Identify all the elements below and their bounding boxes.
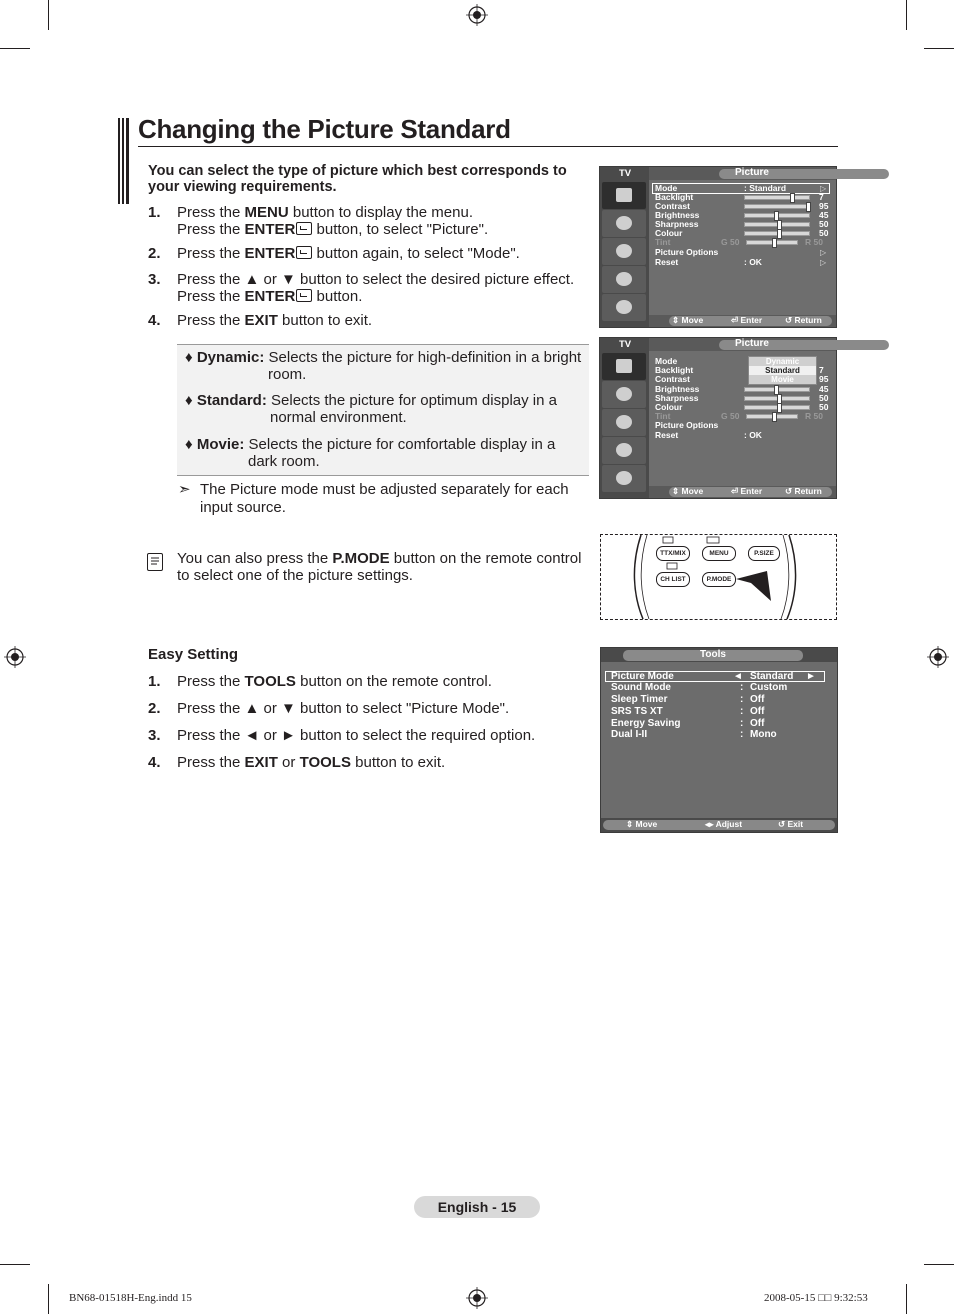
tools-header: Tools [700, 649, 726, 660]
dropdown-option-standard[interactable]: Standard [749, 366, 816, 375]
tools-item-srs-ts-xt[interactable]: SRS TS XT [611, 706, 663, 717]
footer-adjust: ◂▸ Adjust [705, 819, 743, 829]
note-arrow-icon: ➣ [178, 481, 191, 498]
channel-menu-icon[interactable] [602, 409, 646, 436]
mode-dynamic: ♦ Dynamic: Selects the picture for high-definition in a bright room. [185, 349, 582, 383]
title-decoration [118, 118, 132, 204]
enter-icon [296, 246, 312, 259]
colour-slider[interactable] [744, 231, 810, 236]
tools-menu-screen: Tools Picture Mode ◄ Standard ► Sound Mode : Custom Sleep Timer : Off SRS TS XT : Off Energy Saving : Off Dual I-II : Mono ⇕ Move ◂▸ Adjust ↺ Exit [600, 647, 838, 833]
footer-enter: ⏎ Enter [731, 486, 763, 496]
menu-item-reset[interactable]: Reset [655, 430, 679, 440]
menu-item-sharpness[interactable]: Sharpness [655, 393, 699, 403]
picture-mode-dropdown-screen: TV Picture Mode Backlight 7 Contrast 95 Brightness 45 Sharpness 50 Colour 50 Tint G 50 R 50 Picture Options Reset : OK Dynamic Standard Movie ⇕ Move ⏎ Enter ↺ Return [599, 337, 837, 499]
mode-dropdown[interactable] [748, 356, 817, 385]
ttx-mix-button[interactable]: TTX/MIX [656, 546, 690, 561]
colour-slider[interactable] [744, 405, 810, 410]
contrast-slider[interactable] [744, 204, 810, 209]
mode-movie: ♦ Movie: Selects the picture for comfortable display in a dark room. [185, 436, 556, 470]
screen-header: Picture [735, 167, 769, 178]
brightness-slider[interactable] [744, 213, 810, 218]
sharpness-slider[interactable] [744, 222, 810, 227]
intro-text: You can select the type of picture which best corresponds to your viewing requirements. [148, 163, 567, 195]
right-arrow-icon: ▷ [820, 184, 827, 193]
dropdown-option-movie[interactable]: Movie [771, 375, 794, 384]
menu-item-tint[interactable]: Tint [655, 237, 671, 247]
menu-item-colour[interactable]: Colour [655, 228, 683, 238]
menu-item-tint[interactable]: Tint [655, 411, 671, 421]
mode-standard: ♦ Standard: Selects the picture for optimum display in a normal environment. [185, 392, 557, 426]
menu-item-picture-options[interactable]: Picture Options [655, 420, 719, 430]
easy-setting-title: Easy Setting [148, 646, 239, 663]
setup-menu-icon[interactable] [602, 437, 646, 464]
registration-mark-icon [927, 646, 949, 668]
menu-item-backlight[interactable]: Backlight [655, 192, 694, 202]
menu-item-picture-options[interactable]: Picture Options [655, 247, 719, 257]
menu-item-contrast[interactable]: Contrast [655, 374, 690, 384]
menu-item-brightness[interactable]: Brightness [655, 210, 700, 220]
p-size-button[interactable]: P.SIZE [748, 546, 780, 561]
input-menu-icon[interactable] [602, 465, 646, 492]
tint-slider[interactable] [746, 414, 798, 419]
menu-item-contrast[interactable]: Contrast [655, 201, 690, 211]
tint-slider[interactable] [746, 240, 798, 245]
slug-file: BN68-01518H-Eng.indd 15 [69, 1292, 192, 1304]
right-arrow-icon: ▷ [820, 258, 827, 267]
page-number: English - 15 [414, 1196, 540, 1218]
tools-item-energy-saving[interactable]: Energy Saving [611, 718, 681, 729]
footer-enter: ⏎ Enter [731, 315, 763, 325]
footer-move: ⇕ Move [672, 315, 704, 325]
enter-icon [296, 222, 312, 235]
remote-control-illustration [600, 534, 837, 620]
footer-exit: ↺ Exit [778, 819, 804, 829]
screen-header: Picture [735, 338, 769, 349]
sound-menu-icon[interactable] [602, 381, 646, 408]
menu-item-sharpness[interactable]: Sharpness [655, 219, 699, 229]
tools-item-sleep-timer[interactable]: Sleep Timer [611, 694, 668, 705]
input-menu-icon[interactable] [602, 294, 646, 321]
p-mode-button[interactable]: P.MODE [702, 572, 736, 587]
title-rule [138, 146, 838, 147]
menu-item-reset[interactable]: Reset [655, 257, 679, 267]
menu-item-mode[interactable]: Mode [655, 183, 678, 193]
registration-mark-icon [466, 1287, 488, 1309]
picture-menu-screen: TV Picture Mode : Standard ▷ Backlight 7 Contrast 95 Brightness 45 Sharpness 50 Colour 50 Tint G 50 R 50 Picture Options ▷ Reset : OK ▷ ⇕ Move ⏎ Enter ↺ Return [599, 166, 837, 328]
tip-text: You can also press the P.MODE button on the remote control to select one of the picture settings. [177, 550, 582, 584]
footer-return: ↺ Return [785, 486, 822, 496]
picture-menu-icon[interactable] [602, 353, 646, 380]
dropdown-option-dynamic[interactable]: Dynamic [765, 357, 800, 366]
picture-menu-icon[interactable] [602, 182, 646, 209]
setup-menu-icon[interactable] [602, 266, 646, 293]
enter-icon [296, 289, 312, 302]
footer-move: ⇕ Move [626, 819, 658, 829]
menu-item-brightness[interactable]: Brightness [655, 384, 700, 394]
slug-date: 2008-05-15 □□ 9:32:53 [764, 1292, 868, 1304]
menu-item-colour[interactable]: Colour [655, 402, 683, 412]
right-arrow-icon: ▷ [820, 248, 827, 257]
brightness-slider[interactable] [744, 387, 810, 392]
left-arrow-icon: ◄ [733, 671, 743, 682]
page-title: Changing the Picture Standard [138, 114, 511, 144]
tools-item-picture-mode[interactable]: Picture Mode [611, 671, 674, 682]
menu-item-backlight[interactable]: Backlight [655, 365, 694, 375]
footer-return: ↺ Return [785, 315, 822, 325]
registration-mark-icon [466, 4, 488, 26]
channel-menu-icon[interactable] [602, 238, 646, 265]
right-arrow-icon: ► [806, 671, 816, 682]
sound-menu-icon[interactable] [602, 210, 646, 237]
menu-item-mode[interactable]: Mode [655, 356, 678, 366]
sharpness-slider[interactable] [744, 396, 810, 401]
menu-button[interactable]: MENU [702, 546, 736, 561]
footer-move: ⇕ Move [672, 486, 704, 496]
tools-item-dual[interactable]: Dual I-II [611, 729, 648, 740]
backlight-slider[interactable] [744, 195, 810, 200]
registration-mark-icon [4, 646, 26, 668]
note: ➣ The Picture mode must be adjusted separately for each input source. [178, 481, 569, 516]
tools-item-sound-mode[interactable]: Sound Mode [611, 682, 671, 693]
ch-list-button[interactable]: CH LIST [656, 572, 690, 587]
